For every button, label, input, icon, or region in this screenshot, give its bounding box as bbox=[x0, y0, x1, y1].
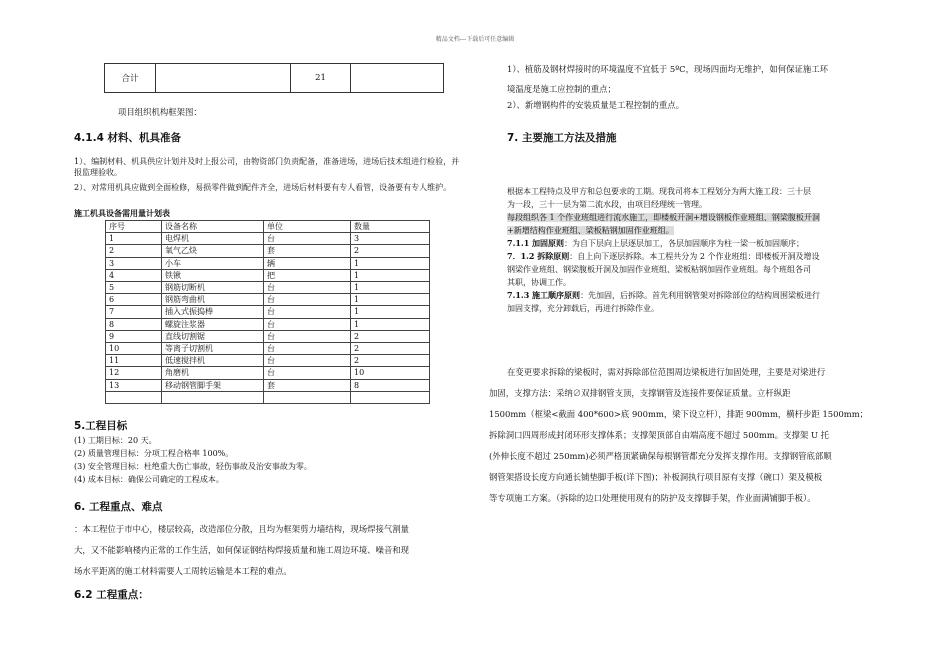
table-row bbox=[106, 367, 430, 379]
section-7-p1-line2: 为一段，三十一层为第二流水段，由项目经理统一管理。 bbox=[507, 200, 707, 209]
section-414-title: 4.1.4 材料、机具准备 bbox=[74, 132, 182, 144]
table-cell: 1 bbox=[351, 318, 430, 330]
table-cell: 3 bbox=[351, 233, 430, 245]
table-cell: 角磨机 bbox=[162, 367, 264, 379]
section-713-label: 7.1.3 施工顺序原则 bbox=[507, 290, 581, 300]
table-cell: 钢筋切断机 bbox=[162, 282, 264, 294]
table-cell: 螺旋注浆器 bbox=[162, 318, 264, 330]
table-cell: 2 bbox=[351, 343, 430, 355]
org-chart-label: 项目组织机构框架图： bbox=[118, 107, 202, 117]
table-cell: 台 bbox=[264, 318, 351, 330]
intro-line: 1）、植筋及钢材焊接时的环境温度不宜低于 5ºC，现场四面均无维护，如何保证施工环 bbox=[507, 64, 828, 74]
table-cell: 2 bbox=[106, 245, 162, 257]
table-cell: 台 bbox=[264, 330, 351, 342]
table-cell: 4 bbox=[106, 269, 162, 281]
section-7-p1-line1: 根据本工程特点及甲方和总包要求的工期。现我司将本工程划分为两大施工段：三十层 bbox=[507, 187, 811, 196]
table-cell: 小车 bbox=[162, 257, 264, 269]
table-cell: 台 bbox=[264, 294, 351, 306]
table-row bbox=[106, 257, 430, 269]
col-header: 设备名称 bbox=[162, 221, 264, 233]
support-line: 1500mm（框梁<截面 400*600>底 900mm，梁下设立杆），排距 900mm，横杆步距 1500mm； bbox=[489, 409, 869, 419]
table-cell: 1 bbox=[106, 233, 162, 245]
table-cell bbox=[106, 391, 162, 403]
total-table bbox=[104, 63, 444, 93]
table-row bbox=[106, 269, 430, 281]
table-header-row bbox=[106, 221, 430, 233]
section-713-text: ：先加固，后拆除。首先利用钢管架对拆除部位的结构周围梁板进行 bbox=[580, 291, 821, 300]
table-row bbox=[106, 355, 430, 367]
table-cell: 台 bbox=[264, 282, 351, 294]
table-row bbox=[106, 233, 430, 245]
table-cell: 台 bbox=[264, 306, 351, 318]
table-cell: 把 bbox=[264, 269, 351, 281]
table-row bbox=[106, 306, 430, 318]
table-cell: 钢筋弯曲机 bbox=[162, 294, 264, 306]
section-711-label: 7.1.1 加固原则 bbox=[507, 238, 565, 248]
table-cell: 套 bbox=[264, 245, 351, 257]
goal-item: (1) 工期目标：20 天。 bbox=[74, 436, 157, 445]
table-cell: 等离子切割机 bbox=[162, 343, 264, 355]
support-line: (外伸长度不超过 250mm)必须严格顶紧确保每根钢管都充分发挥支撑作用。支撑钢管底部顺 bbox=[489, 451, 832, 461]
table-cell: 套 bbox=[264, 379, 351, 391]
highlight-line-1 bbox=[507, 212, 820, 223]
section-6-title: 6. 工程重点、难点 bbox=[74, 501, 163, 513]
goal-item: (3) 安全管理目标：杜绝重大伤亡事故，轻伤事故及治安事故为零。 bbox=[74, 462, 312, 471]
support-line: 钢管架搭设长度方向通长铺垫脚手板(详下图)；补板洞执行项目原有支撑（碗口）架及模板 bbox=[489, 472, 823, 482]
table-row-empty bbox=[106, 391, 430, 403]
table-cell: 10 bbox=[351, 367, 430, 379]
table-row bbox=[106, 330, 430, 342]
table-row bbox=[106, 282, 430, 294]
goal-item: (4) 成本目标：确保公司确定的工程成本。 bbox=[74, 475, 224, 484]
total-empty-cell-2 bbox=[351, 64, 444, 93]
goal-item: (2) 质量管理目标：分项工程合格率 100%。 bbox=[74, 449, 234, 458]
table-cell: 台 bbox=[264, 355, 351, 367]
table-cell: 台 bbox=[264, 367, 351, 379]
table-cell bbox=[351, 391, 430, 403]
section-6-line: ：本工程位于市中心，楼层较高，改造部位分散，且均为框架剪力墙结构，现场焊接气割量 bbox=[74, 524, 409, 534]
table-cell: 铁锹 bbox=[162, 269, 264, 281]
col-header: 单位 bbox=[264, 221, 351, 233]
total-label: 合计 bbox=[105, 64, 156, 93]
table-cell: 8 bbox=[106, 318, 162, 330]
col-header: 序号 bbox=[106, 221, 162, 233]
section-713 bbox=[507, 290, 820, 301]
table-cell: 1 bbox=[351, 294, 430, 306]
table-cell: 台 bbox=[264, 233, 351, 245]
table-cell: 12 bbox=[106, 367, 162, 379]
section-5-title: 5.工程目标 bbox=[74, 420, 128, 432]
highlighted-text: 每段组织各 1 个作业班组进行流水施工，即楼板开洞+增设钢板作业班组、钢梁腹板开洞 bbox=[507, 213, 820, 222]
support-line: 加固，支撑方法：采纳∅双排钢管支顶，支撑钢管及连接件要保证质量。立杆纵距 bbox=[489, 388, 791, 398]
total-value: 21 bbox=[291, 64, 351, 93]
table-cell: 13 bbox=[106, 379, 162, 391]
section-7-title: 7. 主要施工方法及措施 bbox=[507, 132, 617, 144]
total-empty-cell bbox=[156, 64, 291, 93]
table-cell: 1 bbox=[351, 306, 430, 318]
support-line: 等专项施工方案。（拆除的边口处理使用现有的防护及支撑脚手架，作业面满铺脚手板）。 bbox=[489, 493, 816, 503]
table-cell: 8 bbox=[351, 379, 430, 391]
section-711 bbox=[507, 238, 804, 249]
section-414-p2: 2）、对常用机具应做到全面检修，易损零件做到配件齐全，进场后材料要有专人看管，设备要有专人维护。 bbox=[74, 183, 452, 192]
section-6-line: 大，又不能影响楼内正常的工作生活，如何保证钢结构焊接质量和施工周边环境、噪音和现 bbox=[74, 545, 409, 555]
section-62-title: 6.2 工程重点： bbox=[74, 589, 149, 601]
table-cell: 2 bbox=[351, 355, 430, 367]
table-cell: 插入式振捣棒 bbox=[162, 306, 264, 318]
page-header: 精品文档---下载后可任意编辑 bbox=[435, 36, 515, 43]
table-row bbox=[106, 318, 430, 330]
table-cell: 台 bbox=[264, 343, 351, 355]
table-cell: 1 bbox=[351, 269, 430, 281]
table-row bbox=[106, 379, 430, 391]
table-cell: 9 bbox=[106, 330, 162, 342]
section-712-line3: 其职，协调工作。 bbox=[507, 278, 571, 287]
equipment-table bbox=[105, 220, 430, 404]
section-712-line2: 钢梁作业班组、钢梁腹板开洞及加固作业班组、梁板粘钢加固作业班组。每个班组各司 bbox=[507, 265, 811, 274]
highlighted-text: +新增结构作业班组、梁板粘钢加固作业班组。 bbox=[507, 226, 674, 235]
table-cell: 移动钢管脚手架 bbox=[162, 379, 264, 391]
table-cell: 辆 bbox=[264, 257, 351, 269]
support-line: 在变更要求拆除的梁板时，需对拆除部位范围周边梁板进行加固处理，主要是对梁进行 bbox=[507, 367, 826, 377]
table-cell: 电焊机 bbox=[162, 233, 264, 245]
section-712 bbox=[507, 251, 819, 262]
section-6-line: 场水平距离的施工材料需要人工周转运输是本工程的难点。 bbox=[74, 566, 292, 576]
table-cell: 氧气乙炔 bbox=[162, 245, 264, 257]
table-cell: 1 bbox=[351, 282, 430, 294]
table-row bbox=[106, 294, 430, 306]
section-713-line2: 加固支撑，充分卸载后，再进行拆除作业。 bbox=[507, 304, 659, 313]
table-cell: 2 bbox=[351, 330, 430, 342]
col-header: 数量 bbox=[351, 221, 430, 233]
table-cell: 6 bbox=[106, 294, 162, 306]
table-cell: 5 bbox=[106, 282, 162, 294]
table-cell bbox=[162, 391, 264, 403]
table-cell: 7 bbox=[106, 306, 162, 318]
support-line: 拆除洞口四周形成封闭环形支撑体系；支撑架顶部自由端高度不超过 500mm。支撑架 U 托 bbox=[489, 430, 830, 440]
section-712-label: 7．1.2 拆除原则 bbox=[507, 251, 570, 261]
table-cell: 直线切割锯 bbox=[162, 330, 264, 342]
table-cell bbox=[264, 391, 351, 403]
table-cell: 1 bbox=[351, 257, 430, 269]
table-cell: 3 bbox=[106, 257, 162, 269]
table-cell: 11 bbox=[106, 355, 162, 367]
table-cell: 低速搅拌机 bbox=[162, 355, 264, 367]
section-414-p1: 1）、编制材料、机具供应计划并及时上报公司，由物资部门负责配备，准备进场，进场后技术组进行检验，并报监理验收。 bbox=[74, 157, 460, 177]
table-title: 施工机具设备需用量计划表 bbox=[74, 208, 170, 218]
table-cell: 10 bbox=[106, 343, 162, 355]
intro-line: 境温度是施工应控制的重点； bbox=[507, 84, 616, 94]
table-cell: 2 bbox=[351, 245, 430, 257]
table-row bbox=[106, 245, 430, 257]
section-712-text: ：自上向下逐层拆除。本工程共分为 2 个作业班组：即楼板开洞及增设 bbox=[569, 252, 820, 261]
highlight-line-2 bbox=[507, 225, 674, 236]
intro-line: 2）、新增钢构件的安装质量是工程控制的重点。 bbox=[507, 100, 685, 110]
table-row bbox=[106, 343, 430, 355]
section-711-text: ：为自下层向上层逐层加工，各层加固顺序为柱一梁一板加固顺序； bbox=[564, 239, 805, 248]
